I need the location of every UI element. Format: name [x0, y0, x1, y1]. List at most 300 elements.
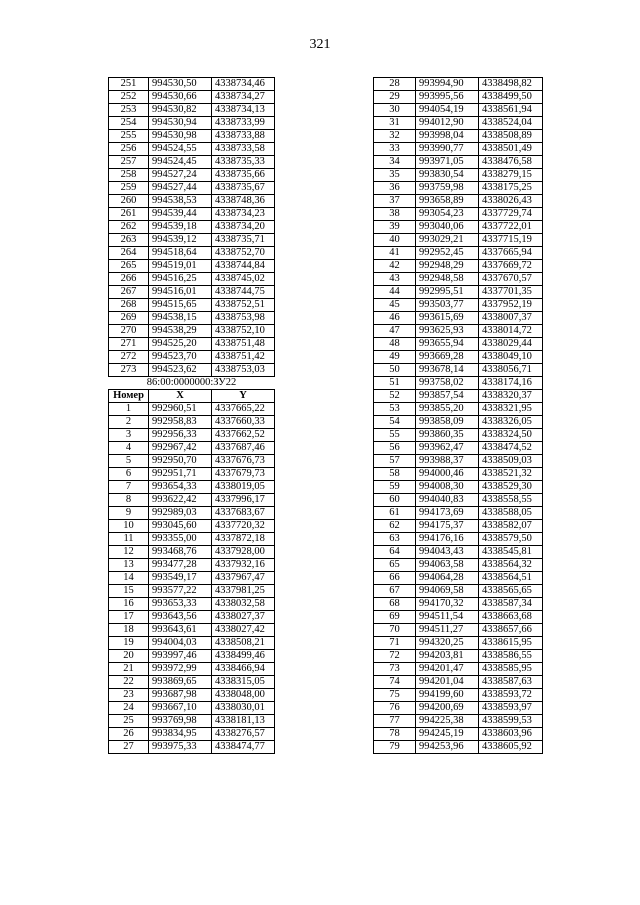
- section-caption: 86:00:0000000:ЗУ22: [146, 377, 237, 388]
- table-row: [374, 715, 543, 728]
- table-row: [374, 117, 543, 130]
- point-number-cell: 266: [109, 273, 149, 286]
- y-coordinate-cell: 4338733,88: [212, 130, 275, 143]
- y-coordinate-cell: 4338498,82: [479, 78, 543, 91]
- y-coordinate-cell: 4337729,74: [479, 208, 543, 221]
- x-coordinate-cell: 994064,28: [416, 572, 479, 585]
- table-row: [374, 468, 543, 481]
- point-number-cell: 34: [374, 156, 416, 169]
- x-coordinate-cell: 994203,81: [416, 650, 479, 663]
- point-number-cell: 15: [109, 585, 149, 598]
- point-number-cell: 25: [109, 715, 149, 728]
- x-coordinate-cell: 994000,46: [416, 468, 479, 481]
- x-coordinate-cell: 993759,98: [416, 182, 479, 195]
- point-number-cell: 264: [109, 247, 149, 260]
- point-number-cell: 10: [109, 520, 149, 533]
- point-number-cell: 4: [109, 442, 149, 455]
- point-number-cell: 6: [109, 468, 149, 481]
- x-coordinate-cell: 994523,62: [149, 364, 212, 377]
- point-number-cell: 38: [374, 208, 416, 221]
- point-number-cell: 253: [109, 104, 149, 117]
- y-coordinate-cell: 4338276,57: [212, 728, 275, 741]
- y-coordinate-cell: 4338579,50: [479, 533, 543, 546]
- y-coordinate-cell: 4338603,96: [479, 728, 543, 741]
- table-row: [374, 143, 543, 156]
- y-coordinate-cell: 4338026,43: [479, 195, 543, 208]
- table-row: [109, 143, 275, 156]
- y-coordinate-cell: 4337720,32: [212, 520, 275, 533]
- table-row: [109, 338, 275, 351]
- point-number-cell: 268: [109, 299, 149, 312]
- table-row: [109, 91, 275, 104]
- y-coordinate-cell: 4338744,84: [212, 260, 275, 273]
- table-row: [109, 351, 275, 364]
- table-row: [109, 637, 275, 650]
- x-coordinate-cell: 993658,89: [416, 195, 479, 208]
- y-coordinate-cell: 4338585,95: [479, 663, 543, 676]
- y-coordinate-cell: 4338474,77: [212, 741, 275, 754]
- y-coordinate-cell: 4338657,66: [479, 624, 543, 637]
- table-row: [109, 286, 275, 299]
- y-coordinate-cell: 4338466,94: [212, 663, 275, 676]
- point-number-cell: 51: [374, 377, 416, 390]
- point-number-cell: 9: [109, 507, 149, 520]
- x-coordinate-cell: 993678,14: [416, 364, 479, 377]
- x-coordinate-cell: 993654,33: [149, 481, 212, 494]
- point-number-cell: 256: [109, 143, 149, 156]
- table-row: [109, 663, 275, 676]
- point-number-cell: 73: [374, 663, 416, 676]
- table-row: [109, 533, 275, 546]
- table-row: [374, 611, 543, 624]
- table-row: [374, 247, 543, 260]
- y-coordinate-cell: 4338501,49: [479, 143, 543, 156]
- y-coordinate-cell: 4338558,55: [479, 494, 543, 507]
- x-coordinate-cell: 993653,33: [149, 598, 212, 611]
- point-number-cell: 258: [109, 169, 149, 182]
- y-coordinate-cell: 4338027,37: [212, 611, 275, 624]
- x-coordinate-cell: 993869,65: [149, 676, 212, 689]
- left-bottom-rows: [109, 403, 275, 754]
- y-coordinate-cell: 4338508,21: [212, 637, 275, 650]
- table-row: [374, 455, 543, 468]
- point-number-cell: 61: [374, 507, 416, 520]
- point-number-cell: 70: [374, 624, 416, 637]
- point-number-cell: 55: [374, 429, 416, 442]
- table-row: [109, 364, 275, 377]
- x-coordinate-cell: 993687,98: [149, 689, 212, 702]
- y-coordinate-cell: 4337665,94: [479, 247, 543, 260]
- x-coordinate-cell: 994225,38: [416, 715, 479, 728]
- header-x: X: [149, 390, 212, 403]
- point-number-cell: 45: [374, 299, 416, 312]
- left-top-rows: [109, 78, 275, 377]
- table-row: [109, 702, 275, 715]
- x-coordinate-cell: 994524,45: [149, 156, 212, 169]
- y-coordinate-cell: 4338509,03: [479, 455, 543, 468]
- point-number-cell: 271: [109, 338, 149, 351]
- x-coordinate-cell: 994530,66: [149, 91, 212, 104]
- x-coordinate-cell: 993855,20: [416, 403, 479, 416]
- right-rows: [374, 78, 543, 754]
- table-row: [109, 221, 275, 234]
- x-coordinate-cell: 994176,16: [416, 533, 479, 546]
- table-row: [374, 169, 543, 182]
- table-row: [374, 741, 543, 754]
- x-coordinate-cell: 993669,28: [416, 351, 479, 364]
- point-number-cell: 53: [374, 403, 416, 416]
- x-coordinate-cell: 993860,35: [416, 429, 479, 442]
- point-number-cell: 36: [374, 182, 416, 195]
- y-coordinate-cell: 4338586,55: [479, 650, 543, 663]
- point-number-cell: 14: [109, 572, 149, 585]
- table-row: [109, 429, 275, 442]
- x-coordinate-cell: 993643,61: [149, 624, 212, 637]
- point-number-cell: 273: [109, 364, 149, 377]
- x-coordinate-cell: 994538,53: [149, 195, 212, 208]
- table-row: [109, 741, 275, 754]
- y-coordinate-cell: 4338508,89: [479, 130, 543, 143]
- y-coordinate-cell: 4338599,53: [479, 715, 543, 728]
- x-coordinate-cell: 993769,98: [149, 715, 212, 728]
- x-coordinate-cell: 993995,56: [416, 91, 479, 104]
- y-coordinate-cell: 4338751,48: [212, 338, 275, 351]
- x-coordinate-cell: 993054,23: [416, 208, 479, 221]
- table-row: [374, 221, 543, 234]
- y-coordinate-cell: 4338605,92: [479, 741, 543, 754]
- x-coordinate-cell: 994320,25: [416, 637, 479, 650]
- point-number-cell: 27: [109, 741, 149, 754]
- table-row: [109, 78, 275, 91]
- y-coordinate-cell: 4337662,52: [212, 429, 275, 442]
- x-coordinate-cell: 993997,46: [149, 650, 212, 663]
- table-row: [374, 559, 543, 572]
- table-row: [374, 494, 543, 507]
- y-coordinate-cell: 4338753,03: [212, 364, 275, 377]
- x-coordinate-cell: 994245,19: [416, 728, 479, 741]
- table-row: [109, 299, 275, 312]
- left-coordinates-table: [108, 77, 275, 754]
- point-number-cell: 67: [374, 585, 416, 598]
- y-coordinate-cell: 4338735,33: [212, 156, 275, 169]
- table-row: [374, 195, 543, 208]
- x-coordinate-cell: 994530,82: [149, 104, 212, 117]
- x-coordinate-cell: 994539,18: [149, 221, 212, 234]
- x-coordinate-cell: 992948,29: [416, 260, 479, 273]
- point-number-cell: 7: [109, 481, 149, 494]
- x-coordinate-cell: 994199,60: [416, 689, 479, 702]
- y-coordinate-cell: 4338748,36: [212, 195, 275, 208]
- table-row: [109, 572, 275, 585]
- x-coordinate-cell: 994004,03: [149, 637, 212, 650]
- x-coordinate-cell: 994530,50: [149, 78, 212, 91]
- table-row: [374, 78, 543, 91]
- point-number-cell: 35: [374, 169, 416, 182]
- x-coordinate-cell: 994201,47: [416, 663, 479, 676]
- point-number-cell: 24: [109, 702, 149, 715]
- table-row: [109, 494, 275, 507]
- y-coordinate-cell: 4338734,20: [212, 221, 275, 234]
- point-number-cell: 8: [109, 494, 149, 507]
- y-coordinate-cell: 4338735,67: [212, 182, 275, 195]
- table-row: [109, 247, 275, 260]
- table-row: [374, 520, 543, 533]
- table-row: [374, 182, 543, 195]
- point-number-cell: 43: [374, 273, 416, 286]
- table-row: [109, 520, 275, 533]
- y-coordinate-cell: 4338474,52: [479, 442, 543, 455]
- point-number-cell: 42: [374, 260, 416, 273]
- y-coordinate-cell: 4338734,46: [212, 78, 275, 91]
- table-row: [109, 117, 275, 130]
- y-coordinate-cell: 4338279,15: [479, 169, 543, 182]
- x-coordinate-cell: 994518,64: [149, 247, 212, 260]
- point-number-cell: 261: [109, 208, 149, 221]
- point-number-cell: 2: [109, 416, 149, 429]
- point-number-cell: 19: [109, 637, 149, 650]
- y-coordinate-cell: 4337715,19: [479, 234, 543, 247]
- y-coordinate-cell: 4337676,73: [212, 455, 275, 468]
- x-coordinate-cell: 993625,93: [416, 325, 479, 338]
- y-coordinate-cell: 4337679,73: [212, 468, 275, 481]
- point-number-cell: 52: [374, 390, 416, 403]
- table-row: [374, 429, 543, 442]
- table-row: [109, 325, 275, 338]
- table-row: [374, 91, 543, 104]
- y-coordinate-cell: 4338753,98: [212, 312, 275, 325]
- y-coordinate-cell: 4338734,27: [212, 91, 275, 104]
- x-coordinate-cell: 994069,58: [416, 585, 479, 598]
- y-coordinate-cell: 4337683,67: [212, 507, 275, 520]
- x-coordinate-cell: 993045,60: [149, 520, 212, 533]
- x-coordinate-cell: 994539,44: [149, 208, 212, 221]
- point-number-cell: 69: [374, 611, 416, 624]
- point-number-cell: 260: [109, 195, 149, 208]
- table-row: [109, 156, 275, 169]
- point-number-cell: 39: [374, 221, 416, 234]
- y-coordinate-cell: 4338521,32: [479, 468, 543, 481]
- y-coordinate-cell: 4337687,46: [212, 442, 275, 455]
- y-coordinate-cell: 4337660,33: [212, 416, 275, 429]
- y-coordinate-cell: 4338735,71: [212, 234, 275, 247]
- y-coordinate-cell: 4338320,37: [479, 390, 543, 403]
- point-number-cell: 252: [109, 91, 149, 104]
- table-row: [109, 260, 275, 273]
- table-row: [109, 598, 275, 611]
- table-row: [109, 234, 275, 247]
- y-coordinate-cell: 4338734,13: [212, 104, 275, 117]
- point-number-cell: 30: [374, 104, 416, 117]
- point-number-cell: 74: [374, 676, 416, 689]
- table-row: [374, 130, 543, 143]
- x-coordinate-cell: 992951,71: [149, 468, 212, 481]
- x-coordinate-cell: 993830,54: [416, 169, 479, 182]
- y-coordinate-cell: 4338326,05: [479, 416, 543, 429]
- y-coordinate-cell: 4338174,16: [479, 377, 543, 390]
- y-coordinate-cell: 4338561,94: [479, 104, 543, 117]
- x-coordinate-cell: 993971,05: [416, 156, 479, 169]
- x-coordinate-cell: 994523,70: [149, 351, 212, 364]
- table-row: [374, 325, 543, 338]
- y-coordinate-cell: 4338582,07: [479, 520, 543, 533]
- point-number-cell: 262: [109, 221, 149, 234]
- table-row: [374, 260, 543, 273]
- header-y: Y: [212, 390, 275, 403]
- x-coordinate-cell: 993643,56: [149, 611, 212, 624]
- point-number-cell: 22: [109, 676, 149, 689]
- x-coordinate-cell: 993615,69: [416, 312, 479, 325]
- x-coordinate-cell: 993477,28: [149, 559, 212, 572]
- table-row: [374, 624, 543, 637]
- x-coordinate-cell: 994012,90: [416, 117, 479, 130]
- table-row: [374, 234, 543, 247]
- x-coordinate-cell: 992952,45: [416, 247, 479, 260]
- y-coordinate-cell: 4337967,47: [212, 572, 275, 585]
- y-coordinate-cell: 4338564,51: [479, 572, 543, 585]
- y-coordinate-cell: 4338315,05: [212, 676, 275, 689]
- y-coordinate-cell: 4338049,10: [479, 351, 543, 364]
- point-number-cell: 269: [109, 312, 149, 325]
- point-number-cell: 23: [109, 689, 149, 702]
- point-number-cell: 11: [109, 533, 149, 546]
- point-number-cell: 47: [374, 325, 416, 338]
- y-coordinate-cell: 4337872,18: [212, 533, 275, 546]
- point-number-cell: 1: [109, 403, 149, 416]
- x-coordinate-cell: 993622,42: [149, 494, 212, 507]
- table-row: [109, 650, 275, 663]
- x-coordinate-cell: 994511,27: [416, 624, 479, 637]
- x-coordinate-cell: 994170,32: [416, 598, 479, 611]
- point-number-cell: 44: [374, 286, 416, 299]
- x-coordinate-cell: 993834,95: [149, 728, 212, 741]
- y-coordinate-cell: 4338321,95: [479, 403, 543, 416]
- table-row: [109, 416, 275, 429]
- y-coordinate-cell: 4337670,57: [479, 273, 543, 286]
- table-row: [109, 585, 275, 598]
- point-number-cell: 72: [374, 650, 416, 663]
- x-coordinate-cell: 994511,54: [416, 611, 479, 624]
- point-number-cell: 66: [374, 572, 416, 585]
- x-coordinate-cell: 993962,47: [416, 442, 479, 455]
- y-coordinate-cell: 4338733,58: [212, 143, 275, 156]
- table-row: [374, 208, 543, 221]
- point-number-cell: 5: [109, 455, 149, 468]
- point-number-cell: 60: [374, 494, 416, 507]
- x-coordinate-cell: 993468,76: [149, 546, 212, 559]
- x-coordinate-cell: 993972,99: [149, 663, 212, 676]
- table-row: [374, 403, 543, 416]
- y-coordinate-cell: 4338324,50: [479, 429, 543, 442]
- y-coordinate-cell: 4338564,32: [479, 559, 543, 572]
- x-coordinate-cell: 993029,21: [416, 234, 479, 247]
- y-coordinate-cell: 4337722,01: [479, 221, 543, 234]
- y-coordinate-cell: 4338587,63: [479, 676, 543, 689]
- x-coordinate-cell: 994516,25: [149, 273, 212, 286]
- table-row: [374, 507, 543, 520]
- y-coordinate-cell: 4338048,00: [212, 689, 275, 702]
- y-coordinate-cell: 4338663,68: [479, 611, 543, 624]
- y-coordinate-cell: 4338751,42: [212, 351, 275, 364]
- table-row: [374, 689, 543, 702]
- table-row: [374, 338, 543, 351]
- point-number-cell: 77: [374, 715, 416, 728]
- y-coordinate-cell: 4338027,42: [212, 624, 275, 637]
- point-number-cell: 251: [109, 78, 149, 91]
- y-coordinate-cell: 4338565,65: [479, 585, 543, 598]
- x-coordinate-cell: 992948,58: [416, 273, 479, 286]
- point-number-cell: 265: [109, 260, 149, 273]
- point-number-cell: 18: [109, 624, 149, 637]
- table-row: [374, 286, 543, 299]
- x-coordinate-cell: 992956,33: [149, 429, 212, 442]
- y-coordinate-cell: 4338735,66: [212, 169, 275, 182]
- x-coordinate-cell: 993667,10: [149, 702, 212, 715]
- point-number-cell: 41: [374, 247, 416, 260]
- point-number-cell: 259: [109, 182, 149, 195]
- x-coordinate-cell: 994538,29: [149, 325, 212, 338]
- table-row: [109, 455, 275, 468]
- table-row: [109, 442, 275, 455]
- y-coordinate-cell: 4338615,95: [479, 637, 543, 650]
- y-coordinate-cell: 4338745,02: [212, 273, 275, 286]
- x-coordinate-cell: 994063,58: [416, 559, 479, 572]
- y-coordinate-cell: 4338499,50: [479, 91, 543, 104]
- table-row: [374, 572, 543, 585]
- x-coordinate-cell: 994525,20: [149, 338, 212, 351]
- header-row: [109, 390, 275, 403]
- table-row: [109, 208, 275, 221]
- x-coordinate-cell: 994040,83: [416, 494, 479, 507]
- table-row: [109, 559, 275, 572]
- table-row: [109, 312, 275, 325]
- x-coordinate-cell: 994524,55: [149, 143, 212, 156]
- y-coordinate-cell: 4338029,44: [479, 338, 543, 351]
- point-number-cell: 57: [374, 455, 416, 468]
- table-row: [374, 598, 543, 611]
- point-number-cell: 64: [374, 546, 416, 559]
- table-row: [374, 273, 543, 286]
- y-coordinate-cell: 4337981,25: [212, 585, 275, 598]
- x-coordinate-cell: 993858,09: [416, 416, 479, 429]
- y-coordinate-cell: 4338593,72: [479, 689, 543, 702]
- table-row: [109, 104, 275, 117]
- table-row: [109, 403, 275, 416]
- x-coordinate-cell: 994519,01: [149, 260, 212, 273]
- point-number-cell: 68: [374, 598, 416, 611]
- x-coordinate-cell: 993994,90: [416, 78, 479, 91]
- y-coordinate-cell: 4338752,70: [212, 247, 275, 260]
- y-coordinate-cell: 4337669,72: [479, 260, 543, 273]
- x-coordinate-cell: 992950,70: [149, 455, 212, 468]
- y-coordinate-cell: 4337996,17: [212, 494, 275, 507]
- point-number-cell: 58: [374, 468, 416, 481]
- x-coordinate-cell: 994201,04: [416, 676, 479, 689]
- x-coordinate-cell: 993998,04: [416, 130, 479, 143]
- y-coordinate-cell: 4338529,30: [479, 481, 543, 494]
- x-coordinate-cell: 993758,02: [416, 377, 479, 390]
- x-coordinate-cell: 993975,33: [149, 741, 212, 754]
- y-coordinate-cell: 4338056,71: [479, 364, 543, 377]
- caption-row: [109, 377, 275, 390]
- x-coordinate-cell: 993857,54: [416, 390, 479, 403]
- x-coordinate-cell: 994054,19: [416, 104, 479, 117]
- table-row: [374, 442, 543, 455]
- table-row: [374, 299, 543, 312]
- point-number-cell: 33: [374, 143, 416, 156]
- table-row: [109, 130, 275, 143]
- table-row: [374, 377, 543, 390]
- table-row: [374, 364, 543, 377]
